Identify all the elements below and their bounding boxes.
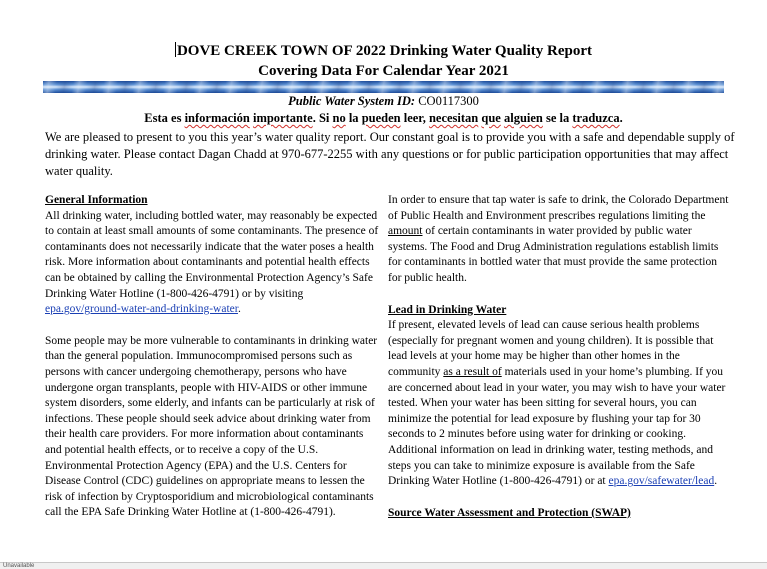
right-column (388, 193, 733, 521)
system-id-label: Public Water System ID: (288, 94, 416, 108)
es-w14: traduzca (572, 111, 620, 125)
report-subtitle: Covering Data For Calendar Year 2021 (258, 63, 509, 79)
es-w6: no (332, 111, 346, 125)
es-w4: importante (252, 111, 313, 125)
general-info-paragraph (45, 209, 380, 318)
es-w2: es (171, 111, 182, 125)
water-banner-image (43, 81, 724, 93)
intro-paragraph: We are pleased to present to you this year’s water quality report. Our constant goal is to provide you with a safe and dependable supply of drinking water. Please contact Dagan Chadd at 970-677-2255 with any questions or for public participation opportunities that may affect water quality. (45, 130, 735, 178)
lead-text-b: materials used in your home’s plumbing. If you are concerned about lead in your water, you may wish to have your water tested. When your water has been sitting for several hours, you can minimize the potential for lead exposure by flushing your tap for 30 seconds to 2 minutes before using water for drinking or cooking. Additional information on lead in drinking water, testing methods, and steps you can take to minimize exposure is available from the Safe Drinking Water Hotline (1-800-426-4791) or at (388, 365, 726, 488)
system-id-value: CO0117300 (418, 94, 479, 108)
text-cursor (175, 42, 176, 57)
status-text: Unavailable (3, 563, 35, 569)
lead-heading: Lead in Drinking Water (388, 303, 507, 316)
general-info-heading: General Information (45, 194, 148, 206)
lead-end: . (714, 475, 718, 488)
title-line-1: DOVE CREEK TOWN OF 2022 Drinking Water Quality Report (176, 43, 593, 59)
lead-underlined: as a result of (443, 365, 502, 378)
es-w7: la (348, 111, 359, 125)
es-w15: . (619, 111, 623, 125)
general-info-end: . (237, 303, 241, 316)
left-column (45, 193, 380, 521)
regulation-paragraph (388, 193, 733, 287)
es-w10: necesitan (428, 111, 479, 125)
es-w5: . Si (312, 111, 330, 125)
es-w12: alguien (503, 111, 543, 125)
system-id-line (0, 93, 767, 109)
spanish-notice (0, 110, 767, 126)
es-w3: información (184, 111, 250, 125)
lead-text-a: If present, elevated levels of lead can cause serious health problems (especially for pregnant women and young children). It is possible that lead levels at your home may be higher than other homes in the community (388, 319, 714, 378)
general-info-text: All drinking water, including bottled water, may reasonably be expected to contain at least small amounts of some contaminants. The presence of contaminants does not necessarily indicate that the water poses a health risk. More information about contaminants and potential health effects can be obtained by calling the Environmental Protection Agency’s Safe Drinking Water Hotline (1-800-426-4791) or by visiting (45, 209, 379, 300)
es-w9: leer, (403, 111, 426, 125)
report-title (0, 41, 767, 61)
regulation-text-a: In order to ensure that tap water is safe to drink, the Colorado Department of Public Health and Environment prescribes regulations limiting the (388, 194, 729, 222)
paragraph-gap (388, 287, 733, 303)
vulnerable-paragraph: Some people may be more vulnerable to contaminants in drinking water than the general population. Immunocompromised persons such as persons with cancer undergoing chemotherapy, persons who have undergone organ transplants, people with HIV-AIDS or other immune system disorders, some elderly, and infants can be particularly at risk of infections. These people should seek advice about drinking water from their health care providers. For more information about contaminants and potential health effects, or to receive a copy of the U.S. Environmental Protection Agency (EPA) and the U.S. Centers for Disease Control (CDC) guidelines on appropriate means to lessen the risk of infection by Cryptosporidium and microbiological contaminants call the EPA Safe Drinking Water Hotline at (1-800-426-4791). (45, 334, 378, 519)
es-w11: que (481, 111, 501, 125)
regulation-underlined: amount (388, 225, 423, 238)
es-w8: pueden (361, 111, 401, 125)
es-w13: se la (546, 111, 570, 125)
swap-heading: Source Water Assessment and Protection (SWAP) (388, 506, 631, 519)
es-w1: Esta (144, 111, 168, 125)
epa-lead-link[interactable]: epa.gov/safewater/lead (608, 475, 715, 488)
paragraph-gap (388, 490, 733, 506)
paragraph-gap (45, 318, 380, 334)
regulation-text-b: of certain contaminants in water provided by public water systems. The Food and Drug Administration regulations establish limits for contaminants in bottled water that must provide the same protection for public health. (388, 225, 719, 284)
lead-paragraph (388, 318, 733, 490)
epa-ground-water-link[interactable]: epa.gov/ground-water-and-drinking-water (45, 303, 238, 316)
